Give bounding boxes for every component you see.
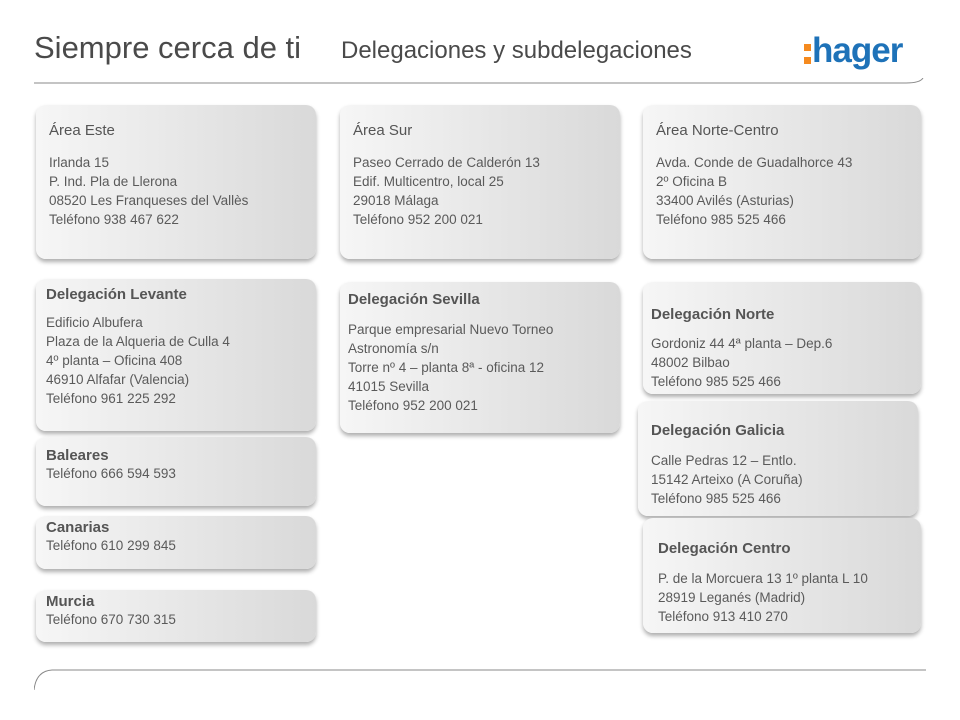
- footer-divider: [34, 668, 926, 692]
- card-line: Teléfono 610 299 845: [46, 538, 176, 553]
- card-line: Teléfono 666 594 593: [46, 466, 176, 481]
- card-title: Área Este: [49, 122, 115, 139]
- logo-text: hager: [812, 31, 903, 70]
- card-line: Teléfono 938 467 622: [49, 212, 179, 227]
- card-title: Delegación Centro: [658, 540, 791, 557]
- card-area-sur: [340, 105, 620, 259]
- card-delegacion-sevilla: [340, 282, 620, 433]
- card-line: 08520 Les Franqueses del Vallès: [49, 193, 249, 208]
- card-line: 4º planta – Oficina 408: [46, 353, 183, 368]
- card-title: Área Norte-Centro: [656, 122, 779, 139]
- card-title: Área Sur: [353, 122, 413, 139]
- page-title: Siempre cerca de ti: [34, 30, 302, 65]
- card-title: Delegación Sevilla: [348, 291, 480, 308]
- hager-logo: [804, 26, 902, 76]
- card-title: Delegación Galicia: [651, 422, 785, 439]
- card-line: 33400 Avilés (Asturias): [656, 193, 794, 208]
- card-line: Irlanda 15: [49, 155, 110, 170]
- card-line: Edificio Albufera: [46, 315, 143, 330]
- card-baleares: [36, 437, 316, 506]
- card-title: Delegación Levante: [46, 286, 187, 303]
- card-line: Calle Pedras 12 – Entlo.: [651, 453, 797, 468]
- card-title: Murcia: [46, 593, 95, 610]
- card-line: Teléfono 670 730 315: [46, 612, 176, 627]
- card-line: Teléfono 952 200 021: [353, 212, 483, 227]
- card-line: Teléfono 985 525 466: [651, 491, 781, 506]
- card-delegacion-levante: [36, 279, 316, 431]
- card-line: P. de la Morcuera 13 1º planta L 10: [658, 571, 868, 586]
- card-murcia: [36, 590, 316, 642]
- card-line: Teléfono 985 525 466: [651, 374, 781, 389]
- card-line: 29018 Málaga: [353, 193, 439, 208]
- card-line: 2º Oficina B: [656, 174, 727, 189]
- card-line: Avda. Conde de Guadalhorce 43: [656, 155, 853, 170]
- card-line: Torre nº 4 – planta 8ª - oficina 12: [348, 360, 545, 375]
- card-line: Teléfono 952 200 021: [348, 398, 478, 413]
- card-canarias: [36, 516, 316, 569]
- header-divider: [34, 78, 926, 84]
- card-area-norte-centro: [643, 105, 921, 259]
- card-title: Baleares: [46, 447, 109, 464]
- card-line: Teléfono 961 225 292: [46, 391, 176, 406]
- card-line: Gordoniz 44 4ª planta – Dep.6: [651, 336, 833, 351]
- card-line: Astronomía s/n: [348, 341, 439, 356]
- card-line: 48002 Bilbao: [651, 355, 730, 370]
- card-line: Teléfono 913 410 270: [658, 609, 788, 624]
- card-title: Canarias: [46, 519, 110, 536]
- card-delegacion-galicia: [638, 401, 918, 516]
- card-title: Delegación Norte: [651, 306, 775, 323]
- card-line: Parque empresarial Nuevo Torneo: [348, 322, 554, 337]
- card-line: 41015 Sevilla: [348, 379, 430, 394]
- card-line: 46910 Alfafar (Valencia): [46, 372, 190, 387]
- card-delegacion-centro: [643, 518, 921, 633]
- card-area-este: [36, 105, 316, 259]
- card-delegacion-norte: [643, 282, 921, 394]
- card-line: 15142 Arteixo (A Coruña): [651, 472, 803, 487]
- card-line: P. Ind. Pla de Llerona: [49, 174, 178, 189]
- card-line: 28919 Leganés (Madrid): [658, 590, 806, 605]
- card-line: Edif. Multicentro, local 25: [353, 174, 504, 189]
- card-line: Plaza de la Alqueria de Culla 4: [46, 334, 230, 349]
- card-line: Teléfono 985 525 466: [656, 212, 786, 227]
- logo-dots-icon: [804, 44, 811, 64]
- page-subtitle: Delegaciones y subdelegaciones: [341, 37, 692, 64]
- card-line: Paseo Cerrado de Calderón 13: [353, 155, 540, 170]
